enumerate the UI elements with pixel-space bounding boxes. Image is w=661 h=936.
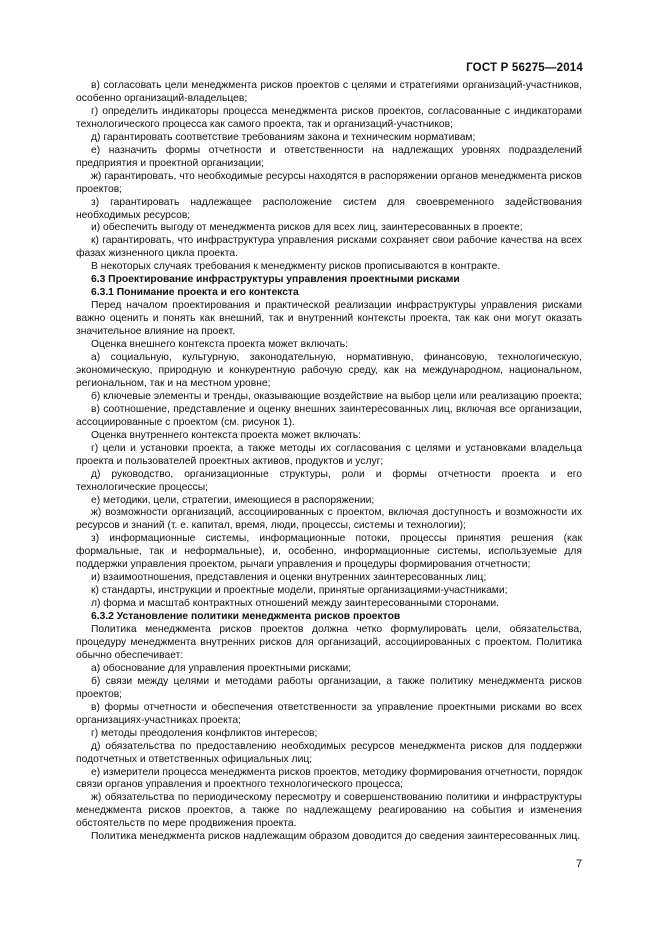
- list-item: д) руководство, организационные структуры, роли и формы отчетности проекта и его технологические процессы;: [76, 468, 582, 493]
- list-item: е) измерители процесса менеджмента рисков проектов, методику формирования отчетности, порядок связи органов управления и проектного технологического процесса;: [76, 766, 582, 791]
- subsection-heading: 6.3.1 Понимание проекта и его контекста: [91, 287, 299, 299]
- list-item: д) обязательства по предоставлению необходимых ресурсов менеджмента рисков для поддержки подотчетных и ответственных официальных лиц;: [76, 740, 582, 765]
- section-heading: 6.3 Проектирование инфраструктуры управления проектными рисками: [91, 274, 460, 286]
- list-item: г) цели и установки проекта, а также методы их согласования с целями и установками владельца проекта и пользователей проектных активов, продуктов и услуг;: [76, 442, 582, 467]
- paragraph: Оценка внутреннего контекста проекта может включать:: [91, 429, 362, 441]
- list-item: к) гарантировать, что инфраструктура управления рисками сохраняет свои рабочие качества на всех фазах жизненного цикла проекта.: [76, 235, 582, 260]
- list-item: в) согласовать цели менеджмента рисков проектов с целями и стратегиями организаций-участников, особенно организаций-владельцев;: [76, 80, 582, 104]
- list-item: и) обеспечить выгоду от менеджмента рисков для всех лиц, заинтересованных в проекте;: [91, 222, 523, 234]
- list-item: л) форма и масштаб контрактных отношений между заинтересованными сторонами.: [91, 598, 499, 610]
- list-item: г) определить индикаторы процесса менеджмента рисков проектов, согласованные с индикаторами технологического процесса как самого проекта, так и организаций-участников;: [76, 105, 582, 130]
- subsection-heading: 6.3.2 Установление политики менеджмента рисков проектов: [91, 611, 401, 623]
- list-item: в) формы отчетности и обеспечения ответственности за управление проектными рисками во всех организациях-участниках проекта;: [76, 701, 582, 726]
- list-item: б) связи между целями и методами работы организации, а также политику менеджмента рисков проектов;: [76, 675, 582, 700]
- list-item: ж) обязательства по периодическому пересмотру и совершенствованию политики и инфраструктуры менеджмента рисков проектов, а также по надлежащему реагированию на события и изменения обстоятельств по мере продвижения проекта.: [76, 792, 582, 830]
- list-item: а) обоснование для управления проектными рисками;: [91, 662, 352, 674]
- document-header: ГОСТ Р 56275—2014: [466, 62, 583, 74]
- list-item: з) информационные системы, информационные потоки, процессы принятия решения (как формальные, так и неформальные), и, особенно, информационные системы, используемые для поддержки управления проектом, рычаги управления и процедуры формирования отчетности;: [76, 533, 582, 571]
- list-item: г) методы преодоления конфликтов интересов;: [91, 727, 318, 739]
- paragraph: В некоторых случаях требования к менеджменту рисков прописываются в контракте.: [91, 261, 501, 273]
- list-item: б) ключевые элементы и тренды, оказывающие воздействие на выбор цели или реализацию проекта;: [91, 390, 582, 402]
- paragraph: Политика менеджмента рисков надлежащим образом доводится до сведения заинтересованных лиц.: [91, 831, 581, 843]
- list-item: ж) возможности организаций, ассоциированных с проектом, включая доступность и возможности их ресурсов и знаний (т. е. капитал, время, люди, процессы, системы и технологии);: [76, 507, 582, 532]
- list-item: к) стандарты, инструкции и проектные модели, принятые организациями-участниками;: [91, 585, 508, 597]
- list-item: в) соотношение, представление и оценку внешних заинтересованных лиц, включая все организации, ассоциированные с проектом (см. рисунок 1).: [76, 403, 582, 428]
- paragraph: Перед началом проектирования и практической реализации инфраструктуры управления рисками важно оценить и понять как внешний, так и внутренний контексты проекта, так как они могут оказать значительное влияние на проект.: [76, 300, 582, 338]
- list-item: д) гарантировать соответствие требованиям закона и техническим нормативам;: [91, 131, 476, 143]
- paragraph: Политика менеджмента рисков проектов должна четко формулировать цели, обязательства, процедуру менеджмента внутренних рисков для организаций, ассоциированных с проектом. Политика обычно обеспечивает:: [76, 624, 582, 661]
- list-item: ж) гарантировать, что необходимые ресурсы находятся в распоряжении органов менеджмента рисков проектов;: [76, 170, 582, 195]
- list-item: е) методики, цели, стратегии, имеющиеся в распоряжении;: [91, 494, 375, 506]
- paragraph: Оценка внешнего контекста проекта может включать:: [91, 339, 349, 351]
- list-item: а) социальную, культурную, законодательную, нормативную, финансовую, технологическую, экономическую, природную и конкурентную рабочую среду, как на международном, национальном, региональном, так и на местном уровне;: [76, 352, 582, 389]
- list-item: е) назначить формы отчетности и ответственности на надлежащих уровнях подразделений предприятия и проектной организации;: [76, 144, 582, 169]
- page-number: 7: [576, 858, 583, 870]
- document-body: [76, 80, 582, 844]
- list-item: и) взаимоотношения, представления и оценки внутренних заинтересованных лиц;: [91, 572, 487, 584]
- list-item: з) гарантировать надлежащее расположение систем для своевременного задействования необходимых ресурсов;: [76, 196, 582, 221]
